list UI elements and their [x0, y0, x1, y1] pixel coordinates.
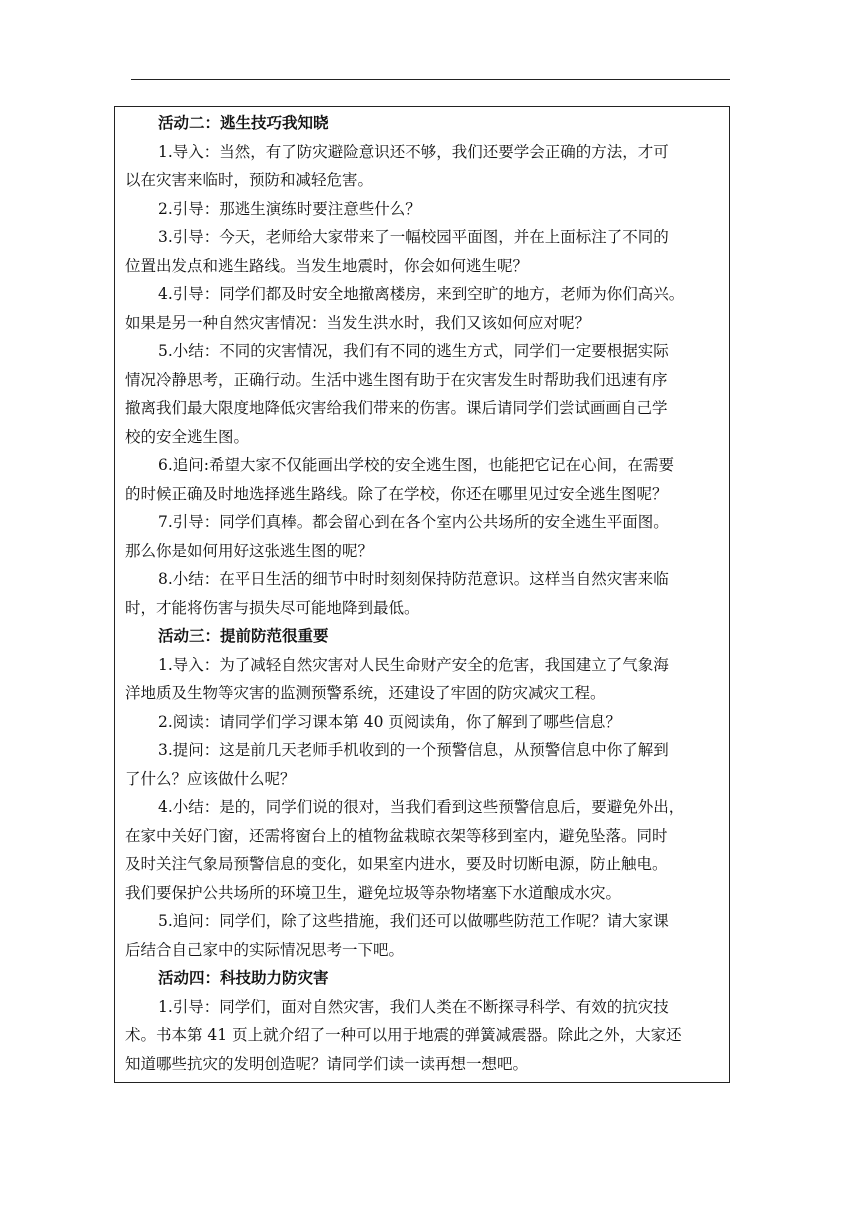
paragraph-line: 情况冷静思考，正确行动。生活中逃生图有助于在灾害发生时帮助我们迅速有序 [125, 370, 668, 389]
paragraph-line: 如果是另一种自然灾害情况：当发生洪水时，我们又该如何应对呢？ [125, 313, 591, 332]
paragraph-line: 知道哪些抗灾的发明创造呢？请同学们读一读再想一想吧。 [125, 1054, 529, 1073]
section-heading: 活动二：逃生技巧我知晓 [158, 113, 329, 132]
paragraph-line: 在家中关好门窗，还需将窗台上的植物盆栽晾衣架等移到室内，避免坠落。同时 [125, 826, 668, 845]
paragraph-line: 时，才能将伤害与损失尽可能地降到最低。 [125, 598, 420, 617]
paragraph-line: 了什么？应该做什么呢？ [125, 769, 296, 788]
paragraph-line: 3.提问：这是前几天老师手机收到的一个预警信息，从预警信息中你了解到 [158, 741, 669, 759]
paragraph-line: 那么你是如何用好这张逃生图的呢？ [125, 541, 374, 560]
paragraph-line: 术。书本第 41 页上就介绍了一种可以用于地震的弹簧减震器。除此之外，大家还 [125, 1026, 682, 1044]
paragraph-line: 5.追问：同学们，除了这些措施，我们还可以做哪些防范工作呢？请大家课 [158, 912, 669, 930]
content-table-cell [114, 106, 730, 1083]
paragraph-line: 8.小结：在平日生活的细节中时时刻刻保持防范意识。这样当自然灾害来临 [158, 570, 669, 588]
paragraph-line: 位置出发点和逃生路线。当发生地震时，你会如何逃生呢？ [125, 256, 529, 275]
paragraph-line: 2.阅读：请同学们学习课本第 40 页阅读角，你了解到了哪些信息？ [158, 712, 621, 731]
paragraph-line: 撤离我们最大限度地降低灾害给我们带来的伤害。课后请同学们尝试画画自己学 [125, 399, 668, 417]
section-heading: 活动三：提前防范很重要 [158, 626, 329, 645]
paragraph-line: 1.引导：同学们，面对自然灾害，我们人类在不断探寻科学、有效的抗灾技 [158, 997, 669, 1016]
paragraph-line: 及时关注气象局预警信息的变化，如果室内进水，要及时切断电源，防止触电。 [125, 855, 668, 873]
paragraph-line: 1.导入：为了减轻自然灾害对人民生命财产安全的危害，我国建立了气象海 [158, 655, 669, 674]
paragraph-line: 6.追问:希望大家不仅能画出学校的安全逃生图，也能把它记在心间，在需要 [158, 456, 675, 474]
paragraph-line: 洋地质及生物等灾害的监测预警系统，还建设了牢固的防灾减灾工程。 [125, 684, 606, 702]
paragraph-line: 4.引导：同学们都及时安全地撤离楼房，来到空旷的地方，老师为你们高兴。 [158, 285, 685, 303]
paragraph-line: 4.小结：是的，同学们说的很对，当我们看到这些预警信息后，要避免外出， [158, 798, 685, 816]
header-rule [131, 79, 730, 80]
paragraph-line: 以在灾害来临时，预防和减轻危害。 [125, 171, 374, 189]
paragraph-line: 的时候正确及时地选择逃生路线。除了在学校，你还在哪里见过安全逃生图呢？ [125, 484, 668, 503]
paragraph-line: 3.引导：今天，老师给大家带来了一幅校园平面图，并在上面标注了不同的 [158, 228, 669, 246]
paragraph-line: 1.导入：当然，有了防灾避险意识还不够，我们还要学会正确的方法，才可 [158, 142, 669, 161]
paragraph-line: 校的安全逃生图。 [125, 427, 250, 446]
paragraph-line: 5.小结：不同的灾害情况，我们有不同的逃生方式，同学们一定要根据实际 [158, 342, 669, 360]
section-heading: 活动四：科技助力防灾害 [158, 968, 329, 987]
paragraph-line: 我们要保护公共场所的环境卫生，避免垃圾等杂物堵塞下水道酿成水灾。 [125, 883, 622, 902]
paragraph-line: 后结合自己家中的实际情况思考一下吧。 [125, 940, 405, 959]
paragraph-line: 2.引导：那逃生演练时要注意些什么？ [158, 199, 421, 218]
paragraph-line: 7.引导：同学们真棒。都会留心到在各个室内公共场所的安全逃生平面图。 [158, 513, 669, 531]
